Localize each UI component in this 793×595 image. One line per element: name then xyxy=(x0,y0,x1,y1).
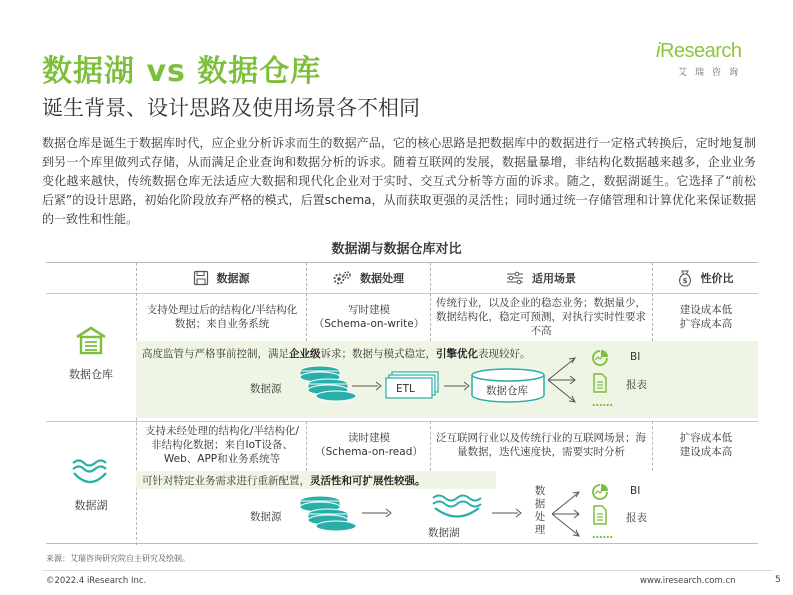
col-divider xyxy=(306,263,307,341)
warehouse-report-label: 报表 xyxy=(626,379,647,391)
arrow-icon xyxy=(362,508,392,518)
lake-scenario: 泛互联网行业以及传统行业的互联网场景；海量数据，迭代速度快，需要实时分析 xyxy=(436,432,646,458)
header-source: 数据源 xyxy=(136,263,306,293)
warehouse-more: …… xyxy=(592,397,613,409)
database-stack-icon xyxy=(298,363,360,405)
footer-divider xyxy=(42,570,773,571)
warehouse-processing: 写时建模 （Schema-on-write） xyxy=(313,304,425,330)
arrow-icon xyxy=(352,381,382,391)
lake-report-label: 报表 xyxy=(626,512,647,524)
website-link[interactable]: www.iresearch.com.cn xyxy=(640,576,736,586)
lake-waves-icon xyxy=(430,491,484,521)
warehouse-icon xyxy=(74,325,108,355)
col-divider xyxy=(652,421,653,471)
header-price: $ 性价比 xyxy=(652,263,758,293)
lake-proc-label: 数据处理 xyxy=(534,485,546,536)
report-icon xyxy=(592,373,608,393)
floppy-disk-icon xyxy=(193,270,209,286)
warehouse-label: 数据仓库 xyxy=(69,368,113,381)
iresearch-logo xyxy=(656,40,752,92)
logo-cn-text: 艾瑞咨询 xyxy=(678,68,747,78)
source-note: 来源：艾瑞咨询研究院自主研究及绘制。 xyxy=(46,554,190,563)
lake-note: 可针对特定业务需求进行重新配置，灵活性和可扩展性较强。 xyxy=(142,475,426,487)
warehouse-note: 高度监管与严格事前控制，满足企业级诉求；数据与模式稳定，引擎优化表现较好。 xyxy=(142,348,531,360)
col-divider xyxy=(306,421,307,471)
fan-out-arrows xyxy=(548,355,578,405)
page-subtitle: 诞生背景、设计思路及使用场景各不相同 xyxy=(42,96,420,120)
sliders-icon xyxy=(506,271,524,285)
lake-source: 支持未经处理的结构化/半结构化/非结构化数据；来自IoT设备、Web、APP和业务系统等 xyxy=(144,425,300,465)
warehouse-price: 建设成本低 扩容成本高 xyxy=(679,304,733,330)
logo-brand: iResearch xyxy=(656,40,742,62)
etl-label: ETL xyxy=(396,383,415,395)
lake-flow-source: 数据源 xyxy=(250,511,282,523)
comparison-table xyxy=(46,262,758,544)
warehouse-bi-label: BI xyxy=(630,351,641,363)
page-title: 数据湖 vs 数据仓库 xyxy=(42,54,322,89)
warehouse-scenario: 传统行业，以及企业的稳态业务；数据量少，数据结构化，稳定可预测，对执行实时性要求不高 xyxy=(436,297,646,337)
lake-label: 数据湖 xyxy=(74,499,108,512)
arrow-icon xyxy=(492,508,522,518)
lake-store-label: 数据湖 xyxy=(428,527,460,539)
warehouse-flow-source: 数据源 xyxy=(250,383,282,395)
lake-waves-icon xyxy=(70,457,110,487)
database-stack-icon xyxy=(298,493,360,535)
lake-price: 扩容成本低 建设成本高 xyxy=(679,432,733,458)
arrow-icon xyxy=(444,381,470,391)
gears-icon xyxy=(332,270,352,286)
table-title: 数据湖与数据仓库对比 xyxy=(331,242,462,257)
warehouse-store-label: 数据仓库 xyxy=(486,385,528,397)
fan-out-arrows xyxy=(552,489,582,539)
lake-more: …… xyxy=(592,529,613,541)
page-number: 5 xyxy=(775,575,781,585)
col-divider xyxy=(430,263,431,341)
col-divider xyxy=(430,421,431,471)
warehouse-source: 支持处理过后的结构化/半结构化数据；来自业务系统 xyxy=(146,304,298,330)
lake-processing: 读时建模 （Schema-on-read） xyxy=(315,432,423,458)
bi-chart-icon xyxy=(590,349,610,367)
copyright: ©2022.4 iResearch Inc. xyxy=(46,576,147,586)
header-scenario: 适用场景 xyxy=(430,263,652,293)
money-bag-icon xyxy=(677,269,693,287)
lake-bi-label: BI xyxy=(630,485,641,497)
header-processing: 数据处理 xyxy=(306,263,430,293)
intro-paragraph: 数据仓库是诞生于数据库时代，应企业分析诉求而生的数据产品，它的核心思路是把数据库中的数据进行一定格式转换后，定时地复制到另一个库里做列式存储，从而满足企业查询和数据分析的诉求。随着互联网的发展，数据量暴增，非结构化数据越来越多，企业业务变化越来越快，传统数据仓库无法适应大数据和现代化企业对于实时、交互式分析等方面的诉求。随之，数据湖诞生。它选择了“前松后紧”的设计思路，初始化阶段放弃严格的模式，后置schema，从而获取更强的灵活性；同时通过统一存储管理和计算优化来保证数据的一致性和性能。 xyxy=(42,136,756,226)
col-divider xyxy=(652,263,653,341)
bi-chart-icon xyxy=(590,483,610,501)
svg-text:$: $ xyxy=(682,277,687,285)
report-icon xyxy=(592,505,608,525)
